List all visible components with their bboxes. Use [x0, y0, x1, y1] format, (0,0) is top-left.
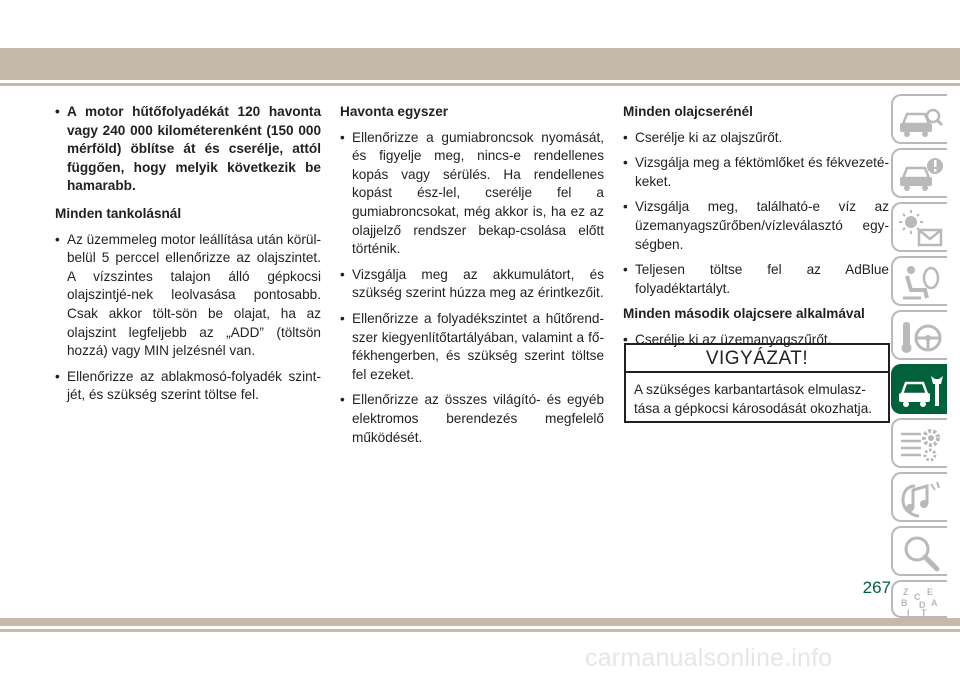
- column-1: [55, 103, 321, 412]
- key-steering-wheel-icon: [897, 316, 945, 358]
- tab-key-steering[interactable]: [891, 310, 947, 360]
- warning-title: VIGYÁZAT!: [626, 345, 888, 373]
- tab-car-search[interactable]: [891, 94, 947, 144]
- index-letter: I: [907, 608, 910, 618]
- footer-rule: [0, 629, 960, 632]
- warning-text: A szükséges karbantartások elmulasz-tása a gépkocsi károsodását okozhatja.: [634, 382, 873, 416]
- warning-lights-mail-icon: [897, 208, 945, 250]
- tab-car-info[interactable]: [891, 148, 947, 198]
- tab-index-search[interactable]: [891, 526, 947, 576]
- tab-seat-airbag[interactable]: [891, 256, 947, 306]
- watermark: carmanualsonline.info: [585, 644, 833, 672]
- index-letter: C: [914, 592, 921, 602]
- index-letter: D: [919, 600, 926, 610]
- car-info-icon: [897, 154, 945, 196]
- car-search-icon: [897, 100, 945, 142]
- list-item: • Az üzemmeleg motor leállítása után körül-belül 5 perccel ellenőrizze az olajszintet. A vízszintes talajon álló gépkocsi olajszintjé-nek leolvasása pontosabb. Csak akkor tölt-sön be olajat, ha az olajszint legfeljebb az „ADD” (töltsön hozzá) vagy MIN jelzésnél van.: [55, 231, 321, 359]
- index-letter: E: [927, 587, 934, 597]
- list-item: • Cserélje ki az üzemanyagszűrőt.: [623, 331, 832, 347]
- heading-every-refuel: Minden tankolásnál: [55, 205, 182, 221]
- specs-gear-icon: [897, 424, 945, 466]
- tab-warning-lights[interactable]: [891, 202, 947, 252]
- list-item: • Teljesen töltse fel az AdBlue folyadéktartályt.: [623, 262, 889, 296]
- heading-every-oil-change: Minden olajcserénél: [623, 104, 753, 119]
- list-item: • Vizsgálja meg a féktömlőket és fékvezeté-keket.: [623, 155, 889, 189]
- page-number: 267: [862, 578, 891, 597]
- multimedia-icon: [897, 478, 945, 520]
- tab-specifications[interactable]: [891, 418, 947, 468]
- coolant-flush-bullet: • A motor hűtőfolyadékát 120 havonta vagy 240 000 kilométerenként (150 000 mérföld) öblítse át és cserélje, attól függően, hogy melyik következik be hamarabb.: [55, 104, 321, 194]
- heading-every-second-oil-change: Minden második olajcsere alkalmával: [623, 306, 865, 322]
- seat-airbag-icon: [897, 262, 945, 304]
- tab-maintenance[interactable]: [891, 364, 947, 414]
- tab-alphabetical-index[interactable]: [891, 580, 947, 618]
- index-letter: B: [901, 598, 908, 608]
- footer-band: [0, 618, 960, 626]
- list-item: • Ellenőrizze az összes világító- és egyéb elektromos berendezés megfelelő működését.: [340, 392, 604, 445]
- car-wrench-icon: [897, 370, 945, 412]
- list-item: • Vizsgálja meg az akkumulátort, és szükség szerint húzza meg az érintkezőit.: [340, 266, 604, 301]
- header-rule: [0, 83, 960, 86]
- list-item: • Vizsgálja meg, található-e víz az üzemanyagszűrőben/vízleválasztó egy-ségben.: [623, 199, 889, 252]
- list-item: • Ellenőrizze az ablakmosó-folyadék szint-jét, és szükség szerint töltse fel.: [55, 368, 321, 403]
- list-item: • Cserélje ki az olajszűrőt.: [623, 129, 783, 145]
- index-letter: A: [931, 598, 938, 608]
- column-2: [340, 103, 604, 454]
- list-item: • Ellenőrizze a gumiabroncsok nyomását, és figyelje meg, nincs-e rendellenes kopás vagy sérülés. Ha rendellenes kopást ész-lel, cserélje fel a gumiabroncsokat, még akkor is, ha ez az olajjelző rendszer bekap-csolása előtt történik.: [340, 129, 604, 257]
- warning-box: [624, 343, 890, 423]
- column-3: [623, 103, 889, 357]
- header-band: [0, 48, 960, 80]
- alphabet-index-icon: [897, 586, 945, 618]
- magnifier-icon: [897, 532, 945, 574]
- tab-multimedia[interactable]: [891, 472, 947, 522]
- heading-monthly: Havonta egyszer: [340, 104, 449, 119]
- index-letter: T: [921, 608, 927, 618]
- list-item: • Ellenőrizze a folyadékszintet a hűtőrend-szer kiegyenlítőtartályában, valamint a fő-fékhengerben, és szükség szerint töltse fel ezeket.: [340, 310, 604, 382]
- index-letter: Z: [903, 587, 909, 597]
